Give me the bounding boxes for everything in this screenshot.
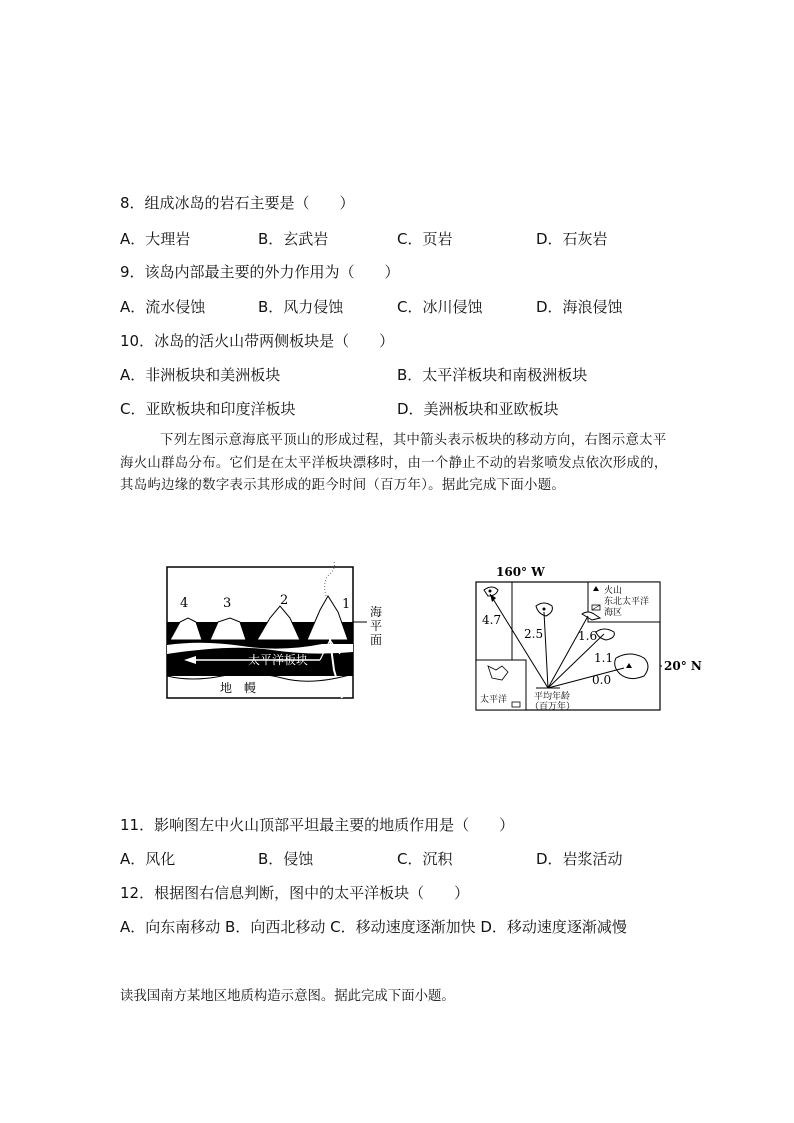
q9-option-a: A．流水侵蚀 xyxy=(120,298,206,316)
q10-option-d: D．美洲板块和亚欧板块 xyxy=(397,400,559,418)
seamount-number-2: 2 xyxy=(280,593,289,608)
age-1-6: 1.6 xyxy=(578,629,598,643)
q12-options-line: A．向东南移动 B．向西北移动 C．移动速度逐渐加快 D．移动速度逐渐减慢 xyxy=(120,918,627,936)
q10-option-c: C．亚欧板块和印度洋板块 xyxy=(120,400,296,418)
sea-level-char-3: 面 xyxy=(370,633,383,647)
question-9-stem: 9．该岛内部最主要的外力作用为（ ） xyxy=(120,263,400,281)
q11-option-a: A．风化 xyxy=(120,850,176,868)
avg-age-label-1: 平均年龄 xyxy=(534,692,571,702)
mantle-label: 地 幔 xyxy=(220,681,257,695)
seamount-formation-figure xyxy=(162,560,402,702)
longitude-label: 160° W xyxy=(496,565,545,579)
q11-option-d: D．岩浆活动 xyxy=(536,850,623,868)
q11-option-b: B．侵蚀 xyxy=(258,850,314,868)
q9-option-d: D．海浪侵蚀 xyxy=(536,298,623,316)
question-10-stem: 10．冰岛的活火山带两侧板块是（ ） xyxy=(120,332,395,350)
age-0-0: 0.0 xyxy=(592,673,612,687)
age-2-5: 2.5 xyxy=(524,627,544,641)
q8-option-c: C．页岩 xyxy=(397,230,453,248)
seamount-number-1: 1 xyxy=(342,597,351,612)
legend-sea-area-2: 海区 xyxy=(604,608,623,618)
question-11-stem: 11．影响图左中火山顶部平坦最主要的地质作用是（ ） xyxy=(120,816,515,834)
intro-paragraph xyxy=(120,430,680,498)
legend-volcano: 火山 xyxy=(604,586,623,596)
legend-sea-area-1: 东北太平洋 xyxy=(604,597,650,607)
latitude-label: 20° N xyxy=(664,659,702,673)
question-12-stem: 12．根据图右信息判断，图中的太平洋板块（ ） xyxy=(120,884,470,902)
sea-level-char-1: 海 xyxy=(370,605,383,619)
age-1-1: 1.1 xyxy=(594,651,614,665)
q10-option-a: A．非洲板块和美洲板块 xyxy=(120,366,281,384)
inset-pacific-label: 太平洋 xyxy=(480,695,508,705)
seamount-number-4: 4 xyxy=(180,596,189,611)
pacific-plate-label: 太平洋板块 xyxy=(248,653,309,667)
avg-age-label-2: （百万年） xyxy=(530,702,576,712)
question-8-stem: 8．组成冰岛的岩石主要是（ ） xyxy=(120,194,355,212)
q10-option-b: B．太平洋板块和南极洲板块 xyxy=(397,366,588,384)
q8-option-a: A．大理岩 xyxy=(120,230,191,248)
q11-option-c: C．沉积 xyxy=(397,850,453,868)
q8-option-d: D．石灰岩 xyxy=(536,230,608,248)
q9-option-b: B．风力侵蚀 xyxy=(258,298,344,316)
hawaii-islands-figure xyxy=(474,562,704,714)
intro-paragraph-text: 下列左图示意海底平顶山的形成过程，其中箭头表示板块的移动方向，右图示意太平海火山群岛分布。它们是在太平洋板块漂移时，由一个静止不动的岩浆喷发点依次形成的，其岛屿边缘的数字表示其形成的距今时间（百万年）。据此完成下面小题。 xyxy=(120,433,668,493)
q8-option-b: B．玄武岩 xyxy=(258,230,329,248)
q9-option-c: C．冰川侵蚀 xyxy=(397,298,483,316)
seamount-number-3: 3 xyxy=(223,596,232,611)
closing-text: 读我国南方某地区地质构造示意图。据此完成下面小题。 xyxy=(120,989,455,1004)
age-4-7: 4.7 xyxy=(482,613,502,627)
sea-level-char-2: 平 xyxy=(370,619,383,633)
